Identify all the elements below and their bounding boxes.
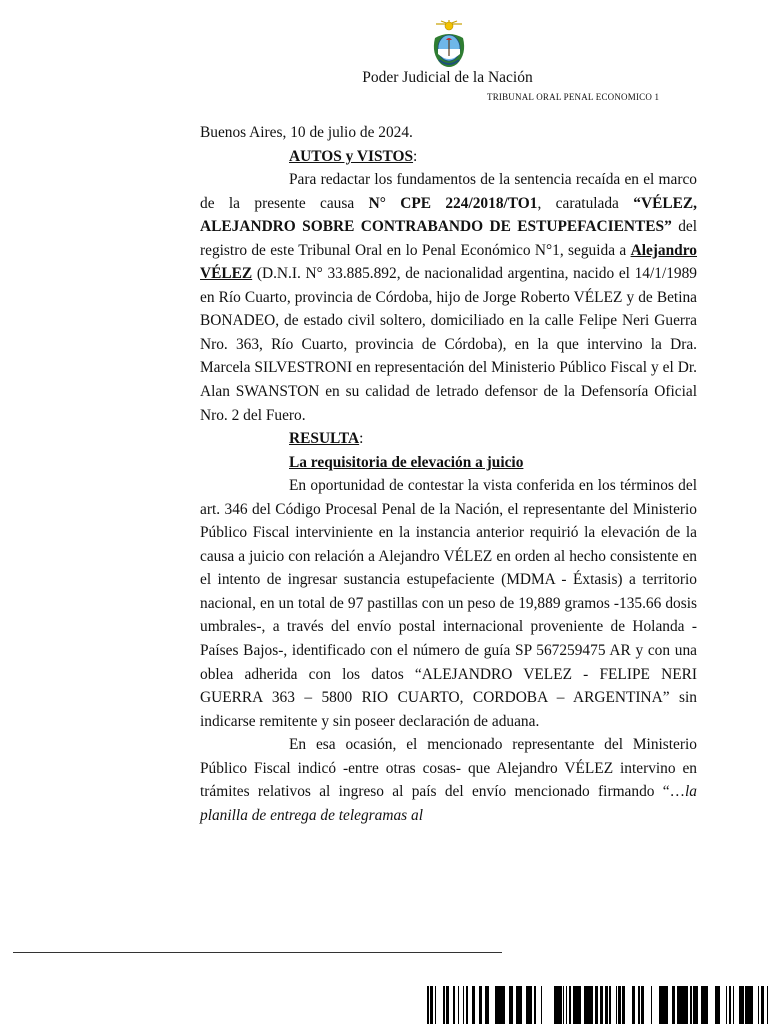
paragraph-1: [200, 168, 697, 427]
date-text: Buenos Aires, 10 de julio de 2024.: [200, 124, 413, 141]
subheading-line: [200, 451, 697, 475]
resulta-heading: RESULTA: [289, 430, 360, 448]
date-line: [200, 121, 697, 145]
defendant-name: Alejandro VÉLEZ: [200, 241, 697, 283]
resulta-colon: :: [359, 430, 364, 448]
autos-colon: :: [413, 147, 418, 165]
footer-rule: [13, 952, 502, 953]
autos-heading: AUTOS y VISTOS: [289, 147, 414, 165]
p1-text-1: Para redactar los fundamentos de la sentencia recaída en el marco de la presente causa: [200, 171, 697, 212]
paragraph-2: En oportunidad de contestar la vista conferida en los términos del art. 346 del Código Procesal Penal de la Nación, el representante del Ministerio Público Fiscal interviniente en la instancia anterior requirió la elevación de la causa a juicio con relación a Alejandro VÉLEZ en orden al hecho consistente en el intento de ingresar sustancia estupefaciente (MDMA - Éxtasis) a territorio nacional, en un total de 97 pastillas con un peso de 19,889 gramos -135.66 dosis umbrales-, a través del envío postal internacional proveniente de Holanda -Países Bajos-, identificado con el número de guía SP 567259475 AR y con una oblea adherida con los datos “ALEJANDRO VELEZ - FELIPE NERI GUERRA 363 – 5800 RIO CUARTO, CORDOBA – ARGENTINA” sin indicarse remitente y sin poseer declaración de aduana.: [200, 477, 697, 730]
cause-number: N° CPE 224/2018/TO1: [368, 194, 538, 212]
paragraph-3: [200, 733, 697, 827]
p1-text-2: , caratulada: [537, 194, 634, 212]
document-body: [200, 121, 697, 827]
case-caption: “VÉLEZ, ALEJANDRO SOBRE CONTRABANDO DE ESTUPEFACIENTES”: [200, 194, 697, 236]
coat-of-arms-icon: [427, 20, 471, 70]
p1-text-3: del registro de este Tribunal Oral en lo Penal Económico N°1, seguida a: [200, 218, 697, 259]
barcode-icon: [427, 986, 768, 1024]
p1-text-4: (D.N.I. N° 33.885.892, de nacionalidad argentina, nacido el 14/1/1989 en Río Cuarto, provincia de Córdoba, hijo de Jorge Roberto VÉLEZ y de Betina BONADEO, de estado civil soltero, domiciliado en la calle Felipe Neri Guerra Nro. 363, Río Cuarto, provincia de Córdoba), en la que intervino la Dra. Marcela SILVESTRONI en representación del Ministerio Público Fiscal y el Dr. Alan SWANSTON en su calidad de letrado defensor de la Defensoría Oficial Nro. 2 del Fuero.: [200, 265, 697, 424]
requisitoria-subheading: La requisitoria de elevación a juicio: [289, 453, 524, 471]
resulta-heading-line: [200, 427, 697, 451]
p3-text: En esa ocasión, el mencionado representante del Ministerio Público Fiscal indicó -entre otras cosas- que Alejandro VÉLEZ intervino en trámites relativos al ingreso al país del envío mencionado firmando “…: [200, 736, 697, 801]
autos-heading-line: [200, 145, 697, 169]
court-name: Poder Judicial de la Nación: [362, 69, 533, 86]
p3-quote-italic: la planilla de entrega de telegramas al: [200, 783, 697, 824]
tribunal-name: TRIBUNAL ORAL PENAL ECONOMICO 1: [487, 92, 660, 102]
